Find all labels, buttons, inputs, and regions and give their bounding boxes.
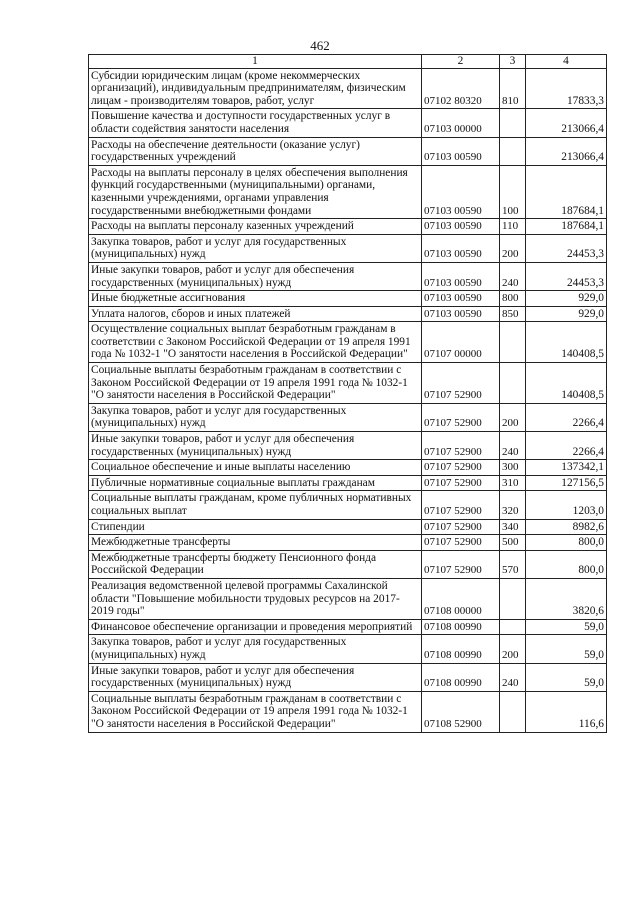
row-name: Расходы на выплаты персоналу в целях обеспечения выполнения функций государственными (муниципальными) органами, казенными учреждениями, органами управления государственными внебюджетными фондами bbox=[89, 165, 422, 218]
table-row bbox=[89, 109, 607, 137]
row-name: Публичные нормативные социальные выплаты гражданам bbox=[89, 475, 422, 491]
table-row bbox=[89, 403, 607, 431]
row-name: Стипендии bbox=[89, 519, 422, 535]
row-name: Осуществление социальных выплат безработным гражданам в соответствии с Законом Российской Федерации от 19 апреля 1991 года № 1032-1 "О занятости населения в Российской Федерации" bbox=[89, 322, 422, 363]
row-name: Иные закупки товаров, работ и услуг для обеспечения государственных (муниципальных) нужд bbox=[89, 663, 422, 691]
row-name: Закупка товаров, работ и услуг для государственных (муниципальных) нужд bbox=[89, 234, 422, 262]
table-body bbox=[89, 68, 607, 732]
row-sum: 140408,5 bbox=[526, 322, 607, 363]
table-row bbox=[89, 460, 607, 476]
row-name: Иные бюджетные ассигнования bbox=[89, 291, 422, 307]
row-name: Закупка товаров, работ и услуг для государственных (муниципальных) нужд bbox=[89, 635, 422, 663]
row-expense-type: 200 bbox=[500, 234, 526, 262]
row-code: 07108 00990 bbox=[422, 663, 500, 691]
row-code: 07103 00000 bbox=[422, 109, 500, 137]
row-code: 07103 00590 bbox=[422, 234, 500, 262]
table-row bbox=[89, 691, 607, 732]
row-sum: 140408,5 bbox=[526, 363, 607, 404]
table-row bbox=[89, 663, 607, 691]
row-code: 07103 00590 bbox=[422, 262, 500, 290]
row-expense-type: 200 bbox=[500, 403, 526, 431]
row-sum: 1203,0 bbox=[526, 491, 607, 519]
row-name: Финансовое обеспечение организации и проведения мероприятий bbox=[89, 619, 422, 635]
table-row bbox=[89, 165, 607, 218]
row-expense-type: 500 bbox=[500, 535, 526, 551]
table-row bbox=[89, 475, 607, 491]
table-row bbox=[89, 619, 607, 635]
table-row bbox=[89, 578, 607, 619]
row-expense-type bbox=[500, 619, 526, 635]
row-code: 07103 00590 bbox=[422, 291, 500, 307]
row-sum: 800,0 bbox=[526, 535, 607, 551]
row-expense-type bbox=[500, 363, 526, 404]
header-expense-type: 3 bbox=[500, 55, 526, 69]
budget-table bbox=[88, 54, 607, 733]
table-row bbox=[89, 535, 607, 551]
row-expense-type: 570 bbox=[500, 550, 526, 578]
row-sum: 3820,6 bbox=[526, 578, 607, 619]
row-expense-type: 320 bbox=[500, 491, 526, 519]
row-name: Социальные выплаты безработным гражданам в соответствии с Законом Российской Федерации от 19 апреля 1991 года № 1032-1 "О занятости населения в Российской Федерации" bbox=[89, 363, 422, 404]
row-code: 07107 52900 bbox=[422, 363, 500, 404]
row-code: 07107 52900 bbox=[422, 403, 500, 431]
header-sum: 4 bbox=[526, 55, 607, 69]
row-sum: 187684,1 bbox=[526, 165, 607, 218]
row-code: 07108 00990 bbox=[422, 619, 500, 635]
row-code: 07108 00990 bbox=[422, 635, 500, 663]
header-name: 1 bbox=[89, 55, 422, 69]
row-code: 07103 00590 bbox=[422, 219, 500, 235]
row-expense-type: 200 bbox=[500, 635, 526, 663]
row-expense-type: 240 bbox=[500, 432, 526, 460]
row-name: Межбюджетные трансферты бюджету Пенсионного фонда Российской Федерации bbox=[89, 550, 422, 578]
row-sum: 24453,3 bbox=[526, 262, 607, 290]
table-row bbox=[89, 491, 607, 519]
row-code: 07107 52900 bbox=[422, 491, 500, 519]
row-sum: 59,0 bbox=[526, 635, 607, 663]
row-name: Расходы на обеспечение деятельности (оказание услуг) государственных учреждений bbox=[89, 137, 422, 165]
row-sum: 17833,3 bbox=[526, 68, 607, 109]
row-expense-type: 810 bbox=[500, 68, 526, 109]
header-code: 2 bbox=[422, 55, 500, 69]
table-row bbox=[89, 519, 607, 535]
row-code: 07103 00590 bbox=[422, 165, 500, 218]
row-expense-type: 800 bbox=[500, 291, 526, 307]
row-sum: 137342,1 bbox=[526, 460, 607, 476]
row-name: Расходы на выплаты персоналу казенных учреждений bbox=[89, 219, 422, 235]
row-sum: 116,6 bbox=[526, 691, 607, 732]
table-row bbox=[89, 635, 607, 663]
row-sum: 2266,4 bbox=[526, 432, 607, 460]
row-expense-type: 340 bbox=[500, 519, 526, 535]
row-name: Закупка товаров, работ и услуг для государственных (муниципальных) нужд bbox=[89, 403, 422, 431]
row-expense-type bbox=[500, 137, 526, 165]
row-code: 07107 52900 bbox=[422, 432, 500, 460]
row-sum: 59,0 bbox=[526, 619, 607, 635]
row-sum: 929,0 bbox=[526, 291, 607, 307]
row-code: 07107 52900 bbox=[422, 535, 500, 551]
row-name: Иные закупки товаров, работ и услуг для обеспечения государственных (муниципальных) нужд bbox=[89, 262, 422, 290]
table-row bbox=[89, 291, 607, 307]
row-expense-type: 100 bbox=[500, 165, 526, 218]
row-expense-type bbox=[500, 109, 526, 137]
table-row bbox=[89, 137, 607, 165]
row-code: 07107 52900 bbox=[422, 460, 500, 476]
row-code: 07108 52900 bbox=[422, 691, 500, 732]
row-sum: 213066,4 bbox=[526, 109, 607, 137]
table-row bbox=[89, 234, 607, 262]
table-row bbox=[89, 432, 607, 460]
row-expense-type: 110 bbox=[500, 219, 526, 235]
row-expense-type bbox=[500, 578, 526, 619]
row-name: Межбюджетные трансферты bbox=[89, 535, 422, 551]
row-code: 07102 80320 bbox=[422, 68, 500, 109]
row-code: 07107 52900 bbox=[422, 519, 500, 535]
row-sum: 2266,4 bbox=[526, 403, 607, 431]
row-sum: 800,0 bbox=[526, 550, 607, 578]
table-row bbox=[89, 306, 607, 322]
table-row bbox=[89, 219, 607, 235]
row-name: Уплата налогов, сборов и иных платежей bbox=[89, 306, 422, 322]
row-name: Повышение качества и доступности государственных услуг в области содействия занятости населения bbox=[89, 109, 422, 137]
table-row bbox=[89, 363, 607, 404]
header-row bbox=[89, 55, 607, 69]
row-sum: 213066,4 bbox=[526, 137, 607, 165]
table-row bbox=[89, 68, 607, 109]
row-expense-type bbox=[500, 691, 526, 732]
row-sum: 127156,5 bbox=[526, 475, 607, 491]
row-name: Реализация ведомственной целевой программы Сахалинской области "Повышение мобильности трудовых ресурсов на 2017-2019 годы" bbox=[89, 578, 422, 619]
table-row bbox=[89, 262, 607, 290]
row-sum: 929,0 bbox=[526, 306, 607, 322]
row-name: Социальное обеспечение и иные выплаты населению bbox=[89, 460, 422, 476]
page-number: 462 bbox=[310, 38, 330, 53]
row-sum: 187684,1 bbox=[526, 219, 607, 235]
row-name: Социальные выплаты гражданам, кроме публичных нормативных социальных выплат bbox=[89, 491, 422, 519]
row-code: 07103 00590 bbox=[422, 137, 500, 165]
row-code: 07107 52900 bbox=[422, 550, 500, 578]
row-expense-type bbox=[500, 322, 526, 363]
row-sum: 59,0 bbox=[526, 663, 607, 691]
row-name: Иные закупки товаров, работ и услуг для обеспечения государственных (муниципальных) нужд bbox=[89, 432, 422, 460]
table-row bbox=[89, 550, 607, 578]
row-code: 07107 00000 bbox=[422, 322, 500, 363]
table-row bbox=[89, 322, 607, 363]
row-expense-type: 300 bbox=[500, 460, 526, 476]
row-expense-type: 240 bbox=[500, 262, 526, 290]
row-expense-type: 240 bbox=[500, 663, 526, 691]
row-code: 07107 52900 bbox=[422, 475, 500, 491]
row-name: Социальные выплаты безработным гражданам в соответствии с Законом Российской Федерации от 19 апреля 1991 года № 1032-1 "О занятости населения в Российской Федерации" bbox=[89, 691, 422, 732]
row-sum: 24453,3 bbox=[526, 234, 607, 262]
row-expense-type: 850 bbox=[500, 306, 526, 322]
row-code: 07103 00590 bbox=[422, 306, 500, 322]
row-name: Субсидии юридическим лицам (кроме некоммерческих организаций), индивидуальным предпринимателям, физическим лицам - производителям товаров, работ, услуг bbox=[89, 68, 422, 109]
row-sum: 8982,6 bbox=[526, 519, 607, 535]
row-code: 07108 00000 bbox=[422, 578, 500, 619]
row-expense-type: 310 bbox=[500, 475, 526, 491]
